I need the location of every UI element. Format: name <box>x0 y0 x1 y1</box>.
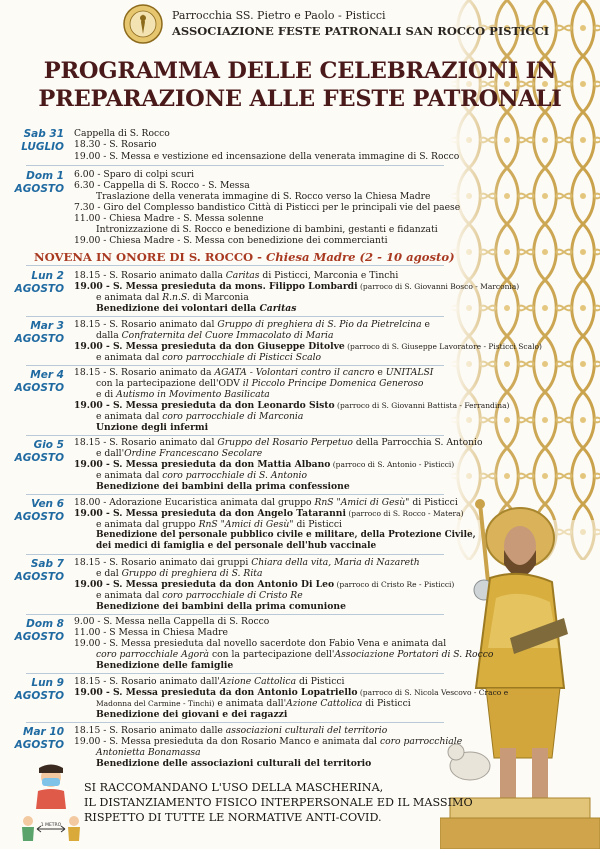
divider <box>26 614 444 615</box>
social-distancing-icon <box>18 763 84 841</box>
schedule-line: 18.15 - S. Rosario animato da AGATA - Volontari contro il cancro e UNITALSI <box>74 367 434 378</box>
divider <box>26 316 444 317</box>
date-label: Sab 7 AGOSTO <box>14 558 64 583</box>
schedule-line: Benedizione dei bambini della prima confessione <box>96 481 350 492</box>
parish-name: Parrocchia SS. Pietro e Paolo - Pisticci <box>172 9 386 22</box>
schedule-line: e animata dal R.n.S. di Marconia <box>96 292 249 303</box>
schedule-line: 19.00 - S. Messa presieduta da don Antonio Di Leo (parroco di Cristo Re - Pisticci) <box>74 579 455 590</box>
date-label: Lun 9 AGOSTO <box>14 677 64 702</box>
schedule-line: Benedizione dei volontari della Caritas <box>96 303 297 314</box>
schedule-line: 7.30 - Giro del Complesso bandistico Città di Pisticci per le principali vie del paese <box>74 202 461 213</box>
schedule-line: 19.00 - S. Messa presieduta da don Angelo Tataranni (parroco di S. Rocco - Matera) <box>74 508 464 519</box>
schedule-line: Traslazione della venerata immagine di S. Rocco verso la Chiesa Madre <box>96 191 431 202</box>
schedule-line: 18.15 - S. Rosario animato dai gruppi Chiara della vita, Maria di Nazareth <box>74 557 420 568</box>
schedule-line: Cappella di S. Rocco <box>74 128 170 139</box>
schedule-line: 19.00 - S. Messa presieduta dal novello sacerdote don Fabio Vena e animata dal <box>74 638 447 649</box>
schedule-line: 11.00 - Chiesa Madre - S. Messa solenne <box>74 213 264 224</box>
date-label: Dom 1 AGOSTO <box>14 170 64 195</box>
schedule-line: 19.00 - S. Messa e vestizione ed incensazione della venerata immagine di S. Rocco <box>74 151 460 162</box>
schedule-line: Unzione degli infermi <box>96 422 209 433</box>
schedule-line: Benedizione delle associazioni culturali del territorio <box>96 758 372 769</box>
schedule-line: 19.00 - S. Messa presieduta da don Leonardo Sisto (parroco di S. Giovanni Battista - Ferrandina) <box>74 400 510 411</box>
date-label: Ven 6 AGOSTO <box>14 498 64 523</box>
novena-heading: NOVENA IN ONORE DI S. ROCCO - Chiesa Madre (2 - 10 agosto) <box>34 250 455 264</box>
divider <box>26 494 444 495</box>
schedule-line: e animata dal coro parrocchiale di S. Antonio <box>96 470 308 481</box>
covid-warning-line-2: IL DISTANZIAMENTO FISICO INTERPERSONALE ED IL MASSIMO <box>84 796 473 809</box>
schedule-line: coro parrocchiale Agorà con la partecipazione dell'Associazione Portatori di S. Rocco <box>96 649 494 660</box>
schedule-line: Benedizione dei bambini della prima comunione <box>96 601 346 612</box>
schedule-line: 18.30 - S. Rosario <box>74 139 157 150</box>
schedule-line: Benedizione del personale pubblico civile e militare, della Protezione Civile, <box>96 530 476 540</box>
schedule-line: con la partecipazione dell'ODV il Piccolo Principe Domenica Generoso <box>96 378 424 389</box>
association-name: ASSOCIAZIONE FESTE PATRONALI SAN ROCCO PISTICCI <box>172 24 550 38</box>
schedule-line: 18.15 - S. Rosario animato dal Gruppo del Rosario Perpetuo della Parrocchia S. Antonio <box>74 437 483 448</box>
divider <box>26 673 444 674</box>
date-label: Mar 10 AGOSTO <box>14 726 64 751</box>
schedule-line: 19.00 - S. Messa presieduta da mons. Filippo Lombardi (parroco di S. Giovanni Bosco - Marconia) <box>74 281 520 292</box>
schedule-line: e dal Gruppo di preghiera di S. Rita <box>96 568 263 579</box>
divider <box>26 165 444 166</box>
schedule-line: 9.00 - S. Messa nella Cappella di S. Rocco <box>74 616 270 627</box>
schedule-line: e di Autismo in Movimento Basilicata <box>96 389 270 400</box>
schedule-line: dei medici di famiglia e del personale dell'hub vaccinale <box>96 541 377 551</box>
schedule-line: 18.15 - S. Rosario animato dalle associazioni culturali del territorio <box>74 725 388 736</box>
schedule-line: 19.00 - S. Messa presieduta da don Giuseppe Ditolve (parroco di S. Giuseppe Lavoratore - Pisticci Scalo) <box>74 341 542 352</box>
schedule-line: e animata dal coro parrocchiale di Pisticci Scalo <box>96 352 322 363</box>
schedule-line: dalla Confraternita del Cuore Immacolato di Maria <box>96 330 334 341</box>
date-label: Dom 8 AGOSTO <box>14 618 64 643</box>
schedule-line: Benedizione delle famiglie <box>96 660 234 671</box>
schedule-line: 19.00 - S. Messa presieduta da don Rosario Manco e animata dal coro parrocchiale <box>74 736 463 747</box>
date-label: Gio 5 AGOSTO <box>14 439 64 464</box>
schedule-line: Antonietta Bonamassa <box>96 747 201 758</box>
schedule-line: 18.15 - S. Rosario animato dall'Azione Cattolica di Pisticci <box>74 676 345 687</box>
schedule-line: 18.00 - Adorazione Eucaristica animata dal gruppo RnS "Amici di Gesù" di Pisticci <box>74 497 458 508</box>
schedule-line: 18.15 - S. Rosario animato dalla Caritas di Pisticci, Marconia e Tinchi <box>74 270 399 281</box>
divider <box>26 435 444 436</box>
schedule-line: e animata dal coro parrocchiale di Cristo Re <box>96 590 303 601</box>
schedule-line: 19.00 - S. Messa presieduta da don Antonio Lopatriello (parroco di S. Nicola Vescovo - Craco e <box>74 687 509 698</box>
schedule-line: 11.00 - S Messa in Chiesa Madre <box>74 627 228 638</box>
schedule-line: Benedizione dei giovani e dei ragazzi <box>96 709 288 720</box>
date-label: Mer 4 AGOSTO <box>14 369 64 394</box>
divider <box>26 554 444 555</box>
distance-label: 1 METRO <box>40 823 62 828</box>
divider <box>26 365 444 366</box>
schedule-line: 18.15 - S. Rosario animato dal Gruppo di preghiera di S. Pio da Pietrelcina e <box>74 319 430 330</box>
divider <box>26 722 444 723</box>
covid-warning-line-3: RISPETTO DI TUTTE LE NORMATIVE ANTI-COVID. <box>84 811 382 824</box>
date-label: Lun 2 AGOSTO <box>14 270 64 295</box>
divider <box>26 265 444 266</box>
schedule-line: e animata dal coro parrocchiale di Marconia <box>96 411 304 422</box>
schedule-line: e dall'Ordine Francescano Secolare <box>96 448 263 459</box>
schedule-line: 19.00 - S. Messa presieduta da don Mattia Albano (parroco di S. Antonio - Pisticci) <box>74 459 455 470</box>
schedule-line: Intronizzazione di S. Rocco e benedizione di bambini, gestanti e fidanzati <box>96 224 438 235</box>
schedule-line: 6.30 - Cappella di S. Rocco - S. Messa <box>74 180 250 191</box>
date-label: Mar 3 AGOSTO <box>14 320 64 345</box>
covid-warning-line-1: SI RACCOMANDANO L'USO DELLA MASCHERINA, <box>84 781 384 794</box>
page-title-line-1: PROGRAMMA DELLE CELEBRAZIONI IN <box>43 58 557 84</box>
date-label: Sab 31 LUGLIO <box>21 128 64 153</box>
schedule-line: e animata dal gruppo RnS "Amici di Gesù" di Pisticci <box>96 519 342 530</box>
festival-seal-logo <box>123 4 163 44</box>
schedule-line: 6.00 - Sparo di colpi scuri <box>74 169 195 180</box>
page-title-line-2: PREPARAZIONE ALLE FESTE PATRONALI <box>38 86 562 112</box>
schedule-line: 19.00 - Chiesa Madre - S. Messa con benedizione dei commercianti <box>74 235 388 246</box>
schedule-line: Madonna del Carmine - Tinchi) e animata dall'Azione Cattolica di Pisticci <box>96 698 411 709</box>
